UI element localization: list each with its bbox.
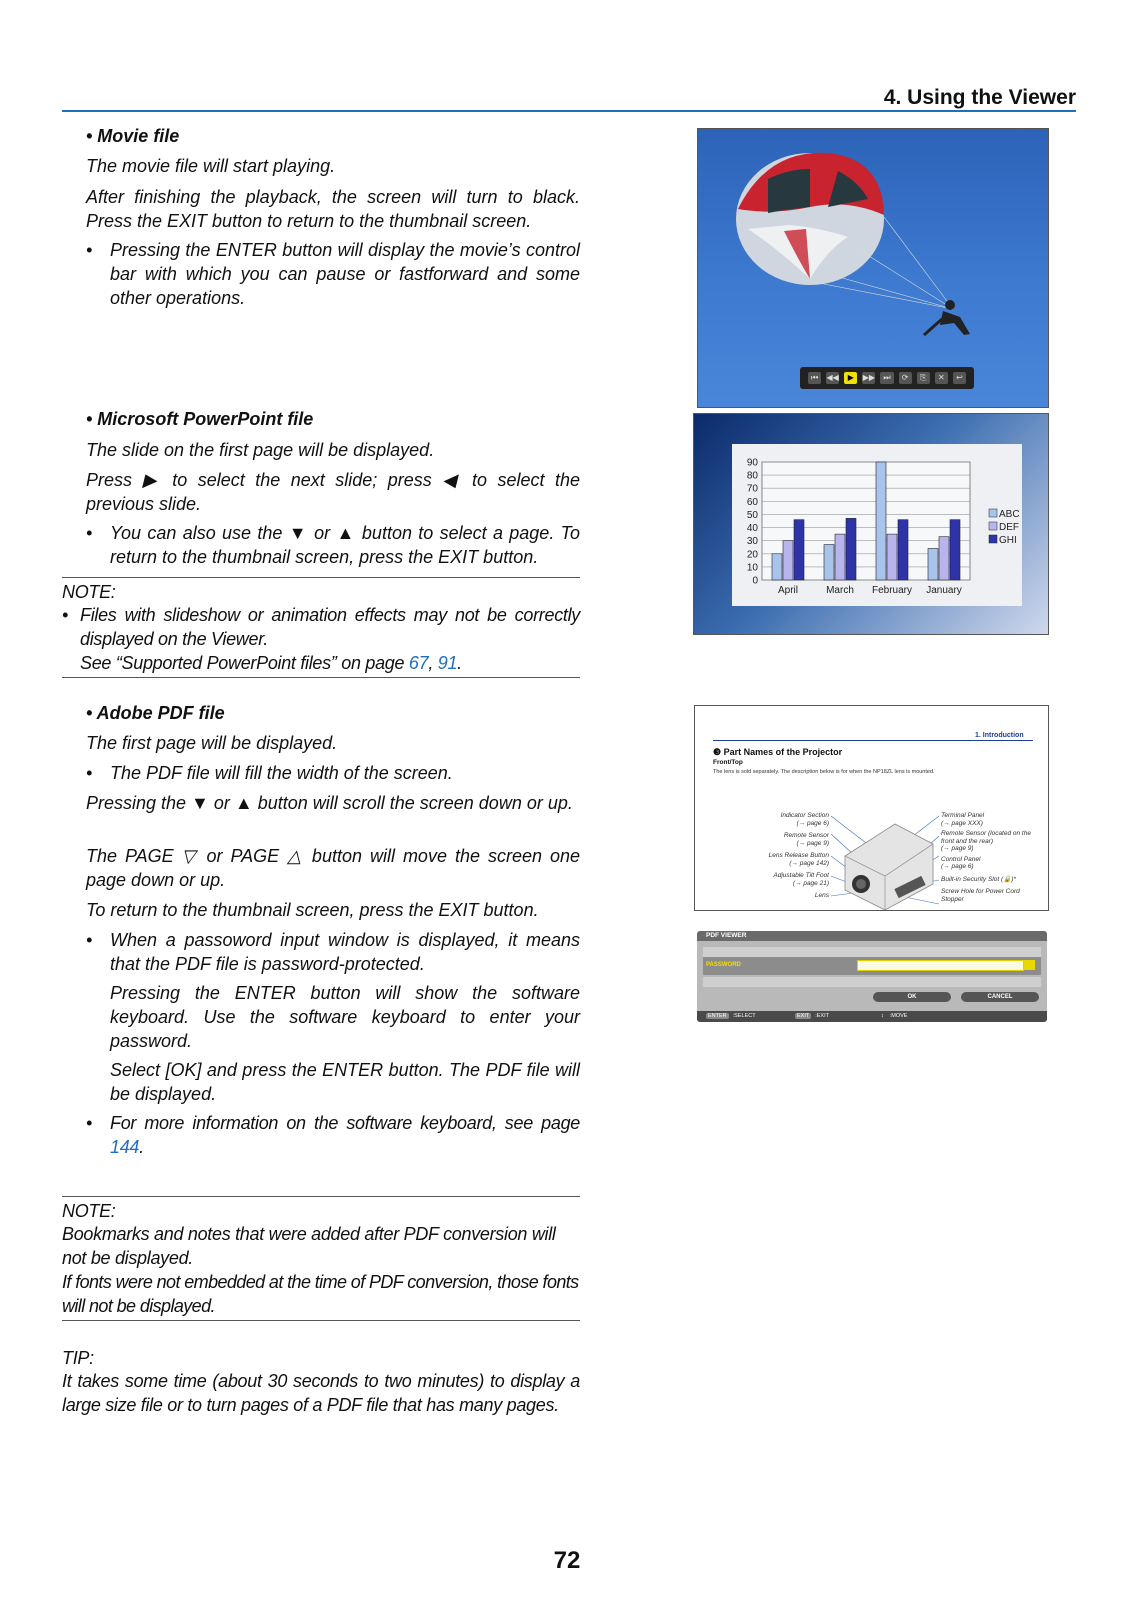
label: Screw Hole for Power Cord Stopper (941, 888, 1020, 903)
pdf-bullet2-cont1: Pressing the ENTER button will show the software keyboard. Use the software keyboard to enter your password. (110, 983, 580, 1051)
note1-bullet-text: Files with slideshow or animation effects may not be correctly displayed on the Viewer. (80, 605, 580, 649)
bar-def-february (887, 534, 897, 580)
legend-swatch-ghi (989, 535, 997, 543)
ok-button[interactable]: OK (873, 992, 951, 1002)
page-number: 72 (553, 1547, 581, 1574)
note2-line1: Bookmarks and notes that were added after PDF conversion will not be displayed. (62, 1224, 556, 1268)
bar-abc-april (772, 554, 782, 580)
note1-top-rule (62, 577, 580, 578)
bar-abc-february (876, 462, 886, 580)
movie-p2: After finishing the playback, the screen will turn to black. Press the EXIT button to return to the thumbnail screen. (86, 187, 580, 231)
pdf-heading: • Adobe PDF file (86, 703, 225, 723)
dialog-title: PDF VIEWER (706, 932, 747, 939)
pdf-viewer-dialog (697, 931, 1047, 1022)
bullet-dot: • (86, 240, 93, 260)
pdf-p3: The PAGE ▽ or PAGE △ button will move the screen one page down or up. (86, 846, 580, 890)
legend-label-abc: ABC (999, 509, 1020, 520)
label: Terminal Panel (941, 812, 985, 819)
label: (→ page 9) (796, 839, 829, 847)
bar-def-april (783, 541, 793, 580)
pdf-p2: Pressing the ▼ or ▲ button will scroll the screen down or up. (86, 793, 573, 813)
footer-select (706, 1013, 756, 1019)
legend-swatch-def (989, 522, 997, 530)
legend-label-ghi: GHI (999, 535, 1017, 546)
keyboard-icon[interactable] (1024, 960, 1035, 970)
bullet-dot: • (86, 523, 93, 543)
footer-move-label: :MOVE (889, 1013, 908, 1019)
movie-p1: The movie file will start playing. (86, 156, 336, 176)
pdf-page-title: ❸ Part Names of the Projector (713, 747, 843, 757)
page-link-67[interactable]: 67 (408, 653, 429, 673)
y-tick-label: 80 (746, 470, 758, 482)
label: (→ page 6) (941, 863, 974, 870)
fast-forward-icon[interactable]: ▶▶ (862, 373, 876, 382)
pdf-page-screenshot (694, 705, 1049, 911)
play-icon[interactable]: ▶ (844, 372, 857, 384)
parasailer-figure (924, 300, 970, 335)
section-title: 4. Using the Viewer (883, 86, 1076, 109)
settings-icon[interactable]: ⎘ (917, 372, 930, 384)
movie-control-bar[interactable] (800, 367, 974, 389)
x-tick-label: January (926, 585, 962, 596)
footer-select-label: :SELECT (732, 1013, 756, 1019)
note2-line2: If fonts were not embedded at the time of PDF conversion, those fonts will not be displayed. (62, 1272, 579, 1316)
bar-chart (694, 414, 1048, 634)
projector-illustration (695, 706, 1048, 910)
bullet-dot: • (86, 1113, 93, 1133)
label: Remote Sensor (located on the front and the rear) (941, 830, 1031, 845)
label: Lens (814, 892, 829, 899)
footer-exit-label: :EXIT (815, 1013, 829, 1019)
pdf-bullet1-text: The PDF file will fill the width of the screen. (110, 763, 453, 783)
password-input[interactable] (857, 960, 1024, 971)
y-tick-label: 20 (746, 549, 758, 561)
dialog-row (703, 977, 1041, 987)
label: Lens Release Button (768, 852, 829, 859)
pdf-bullet1 (86, 761, 580, 785)
tip-title: TIP: (62, 1348, 94, 1368)
bar-abc-january (928, 549, 938, 580)
dialog-row (703, 947, 1041, 957)
label: Built-in Security Slot (🔒)* (941, 875, 1016, 883)
note1-title: NOTE: (62, 582, 116, 602)
page-link-91[interactable]: 91 (437, 653, 458, 673)
pdf-bullet3-text: For more information on the software keyboard, see page (110, 1113, 580, 1133)
enter-key-icon: ENTER (708, 1013, 727, 1019)
bar-def-march (835, 534, 845, 580)
label: Indicator Section (780, 812, 829, 819)
ppt-bullet (86, 521, 580, 569)
movie-bullet-text: Pressing the ENTER button will display the movie’s control bar with which you can pause or fastforward and some other operations. (110, 240, 580, 308)
label: (→ page 142) (789, 859, 829, 867)
password-label: PASSWORD (706, 962, 741, 968)
parachute-canopy (736, 153, 884, 285)
bar-ghi-april (794, 520, 804, 580)
pdf-page-subtitle: Front/Top (713, 759, 743, 766)
movie-heading: • Movie file (86, 126, 180, 146)
legend-label-def: DEF (999, 522, 1019, 533)
bullet-dot: • (86, 763, 93, 783)
bar-abc-march (824, 545, 834, 580)
skip-forward-icon[interactable]: ⏭ (880, 372, 893, 384)
bar-ghi-february (898, 520, 908, 580)
header-rule (62, 110, 1076, 112)
pdf-bullet3-end: . (139, 1137, 144, 1157)
label: (→ page 9) (941, 845, 974, 852)
label: (→ page XXX) (941, 819, 983, 827)
y-tick-label: 70 (746, 483, 758, 495)
label: Adjustable Tilt Foot (773, 872, 829, 879)
note1-bottom-rule (62, 677, 580, 678)
y-tick-label: 10 (746, 562, 758, 574)
y-tick-label: 60 (746, 496, 758, 508)
label: (→ page 21) (792, 879, 829, 887)
cancel-button[interactable]: CANCEL (961, 992, 1039, 1002)
note1-end: . (457, 653, 462, 673)
x-tick-label: March (826, 585, 854, 596)
y-tick-label: 90 (746, 457, 758, 469)
bar-ghi-march (846, 518, 856, 580)
note2-title: NOTE: (62, 1201, 116, 1221)
y-tick-label: 0 (752, 575, 758, 587)
y-tick-label: 50 (746, 509, 758, 521)
tip-text: It takes some time (about 30 seconds to two minutes) to display a large size file or to turn pages of a PDF file that has many pages. (62, 1371, 580, 1415)
skip-back-icon[interactable]: ⏮ (808, 372, 821, 384)
label: Remote Sensor (783, 832, 829, 839)
pdf-p1: The first page will be displayed. (86, 733, 338, 753)
footer-exit (795, 1013, 829, 1019)
note2-top-rule (62, 1196, 580, 1197)
ppt-heading: • Microsoft PowerPoint file (86, 409, 314, 429)
footer-move (881, 1013, 907, 1019)
y-tick-label: 40 (746, 523, 758, 535)
dialog-titlebar (697, 931, 1047, 941)
bullet-dot: • (86, 930, 93, 950)
ppt-screenshot (693, 413, 1049, 635)
note1-see (80, 651, 462, 675)
pdf-bullet2 (86, 928, 580, 976)
note1-sep: , (428, 653, 438, 673)
pdf-bullet2-cont2: Select [OK] and press the ENTER button. The PDF file will be displayed. (110, 1060, 580, 1104)
note2-bottom-rule (62, 1320, 580, 1321)
movie-bullet (86, 238, 580, 310)
pdf-bullet2-text: When a passoword input window is displayed, it means that the PDF file is password-protected. (110, 930, 580, 974)
repeat-icon[interactable]: ⟳ (899, 372, 912, 384)
x-tick-label: February (871, 585, 913, 596)
y-tick-label: 30 (746, 536, 758, 548)
note1-bullet (62, 603, 580, 651)
movie-screenshot (697, 128, 1049, 408)
label: Control Panel (941, 855, 981, 863)
close-icon[interactable]: ✕ (935, 372, 948, 384)
pdf-page-desc: The lens is sold separately. The description below is for when the NP18ZL lens is mounted. (713, 769, 935, 775)
ppt-p1: The slide on the first page will be displayed. (86, 440, 435, 460)
exit-key-icon: EXIT (797, 1013, 810, 1019)
bar-ghi-january (950, 520, 960, 580)
x-tick-label: April (777, 585, 799, 596)
page-link-144[interactable]: 144 (110, 1137, 140, 1157)
return-icon[interactable]: ↩ (953, 372, 966, 384)
pdf-p4: To return to the thumbnail screen, press the EXIT button. (86, 900, 539, 920)
ppt-bullet-text: You can also use the ▼ or ▲ button to select a page. To return to the thumbnail screen, press the EXIT button. (110, 523, 580, 567)
pdf-chapter: 1. Introduction (975, 732, 1024, 739)
move-key-icon: ↕ (881, 1013, 884, 1019)
legend-swatch-abc (989, 509, 997, 517)
bar-def-january (939, 537, 949, 580)
label: (→ page 6) (796, 819, 829, 827)
parachute-image (698, 129, 1048, 407)
bullet-dot: • (62, 605, 69, 625)
ppt-p2: Press ▶ to select the next slide; press ◀ to select the previous slide. (86, 470, 580, 514)
note1-see-text: See “Supported PowerPoint files” on page (80, 653, 409, 673)
rewind-icon[interactable]: ◀◀ (826, 373, 839, 382)
pdf-bullet3 (86, 1111, 580, 1159)
